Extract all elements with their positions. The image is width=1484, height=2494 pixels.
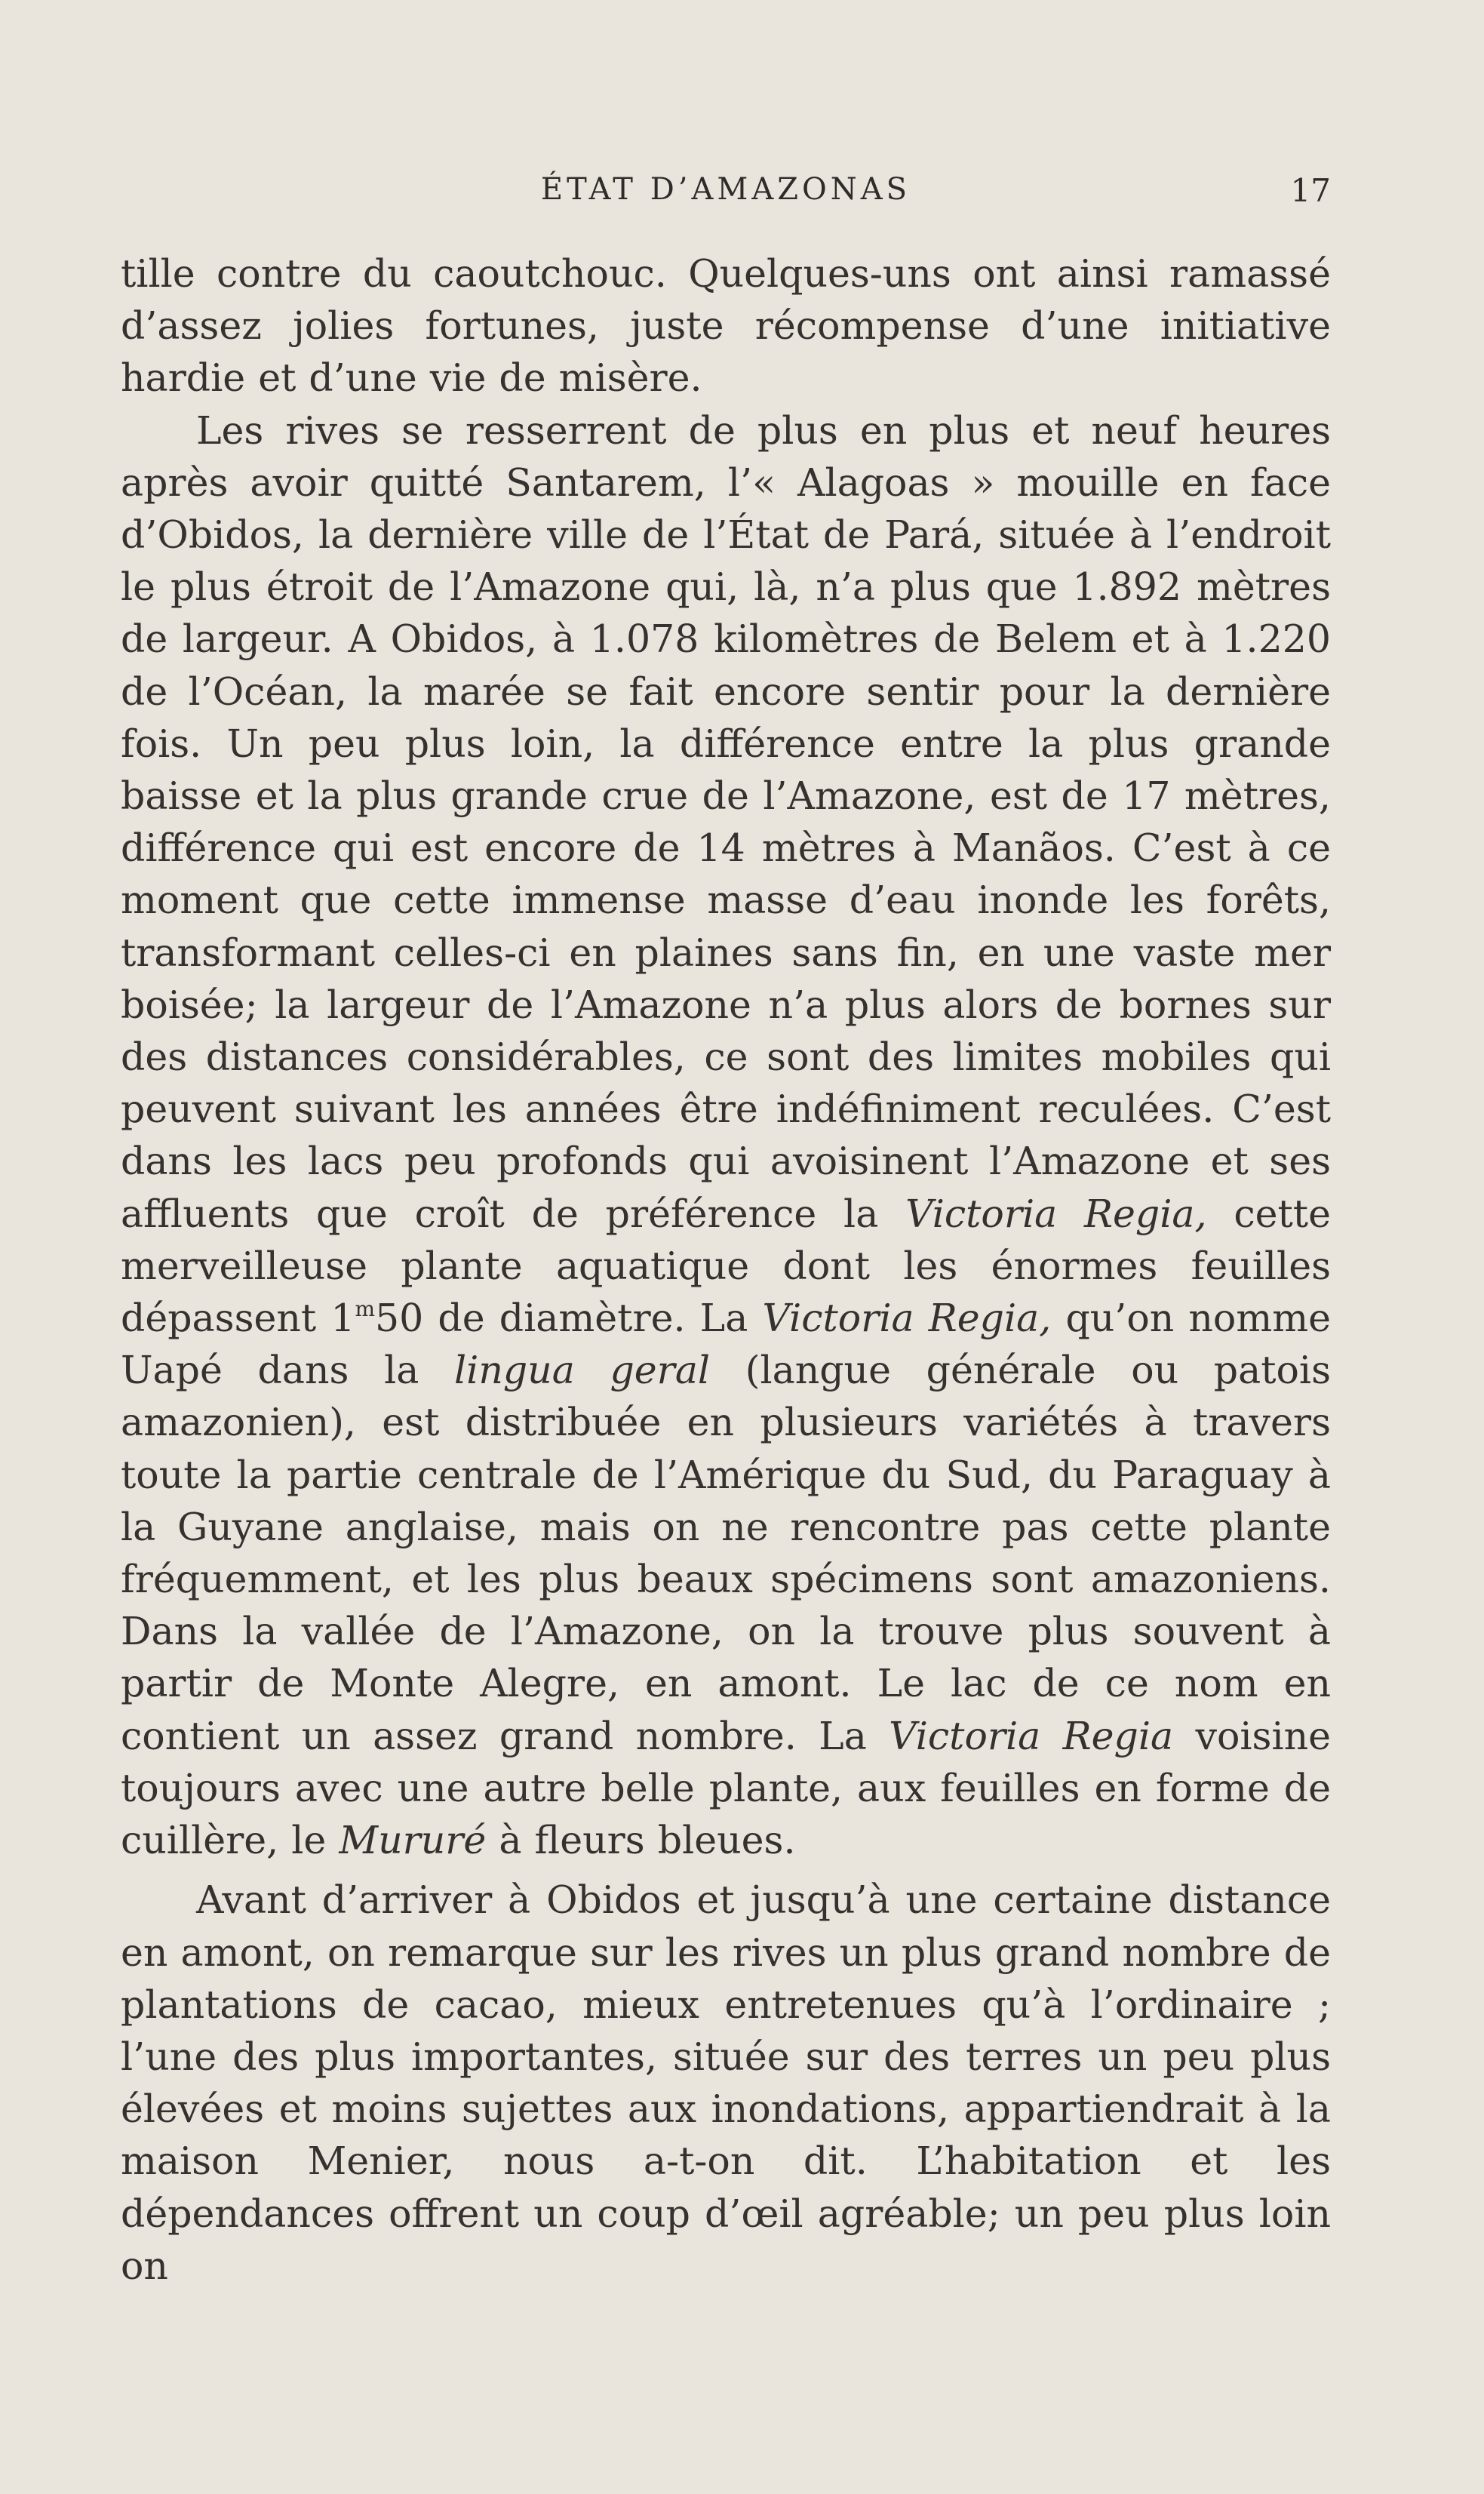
page-number: 17 [1290,172,1331,209]
paragraph-1: tille contre du caoutchouc. Quelques-uns ont ainsi ramassé d’assez jolies fortunes, juste récompense d’une initiative hardie et d’une vie de misère. [121,251,1331,401]
paragraph-2 [121,404,1331,1867]
victoria-regia-term-3: Victoria Regia [889,1713,1174,1758]
paragraph-3: Avant d’arriver à Obidos et jusqu’à une certaine distance en amont, on remarque sur les rives un plus grand nombre de plantations de cacao, mieux entretenues qu’à l’ordinaire ; l’une des plus importantes, située sur des terres un peu plus élevées et moins sujettes aux inondations, appartiendrait à la maison Menier, nous a-t-on dit. L’habitation et les dépendances offrent un coup d’œil agréable; un peu plus loin on [121,1877,1331,2288]
paragraph-2-part-4: qu’on nomme Uapé dans la [121,1296,1331,1393]
paragraph-2-part-6: voisine toujours avec une autre belle plante, aux feuilles en forme de cuillère, le [121,1713,1331,1863]
victoria-regia-term-2: Victoria Regia, [762,1296,1052,1341]
paragraph-2-part-3: 50 de diamètre. La [375,1296,748,1341]
running-title: ÉTAT D’AMAZONAS [540,172,911,207]
victoria-regia-term-1: Victoria Regia, [905,1191,1207,1236]
paragraph-2-part-5: (langue générale ou patois amazonien), est distribuée en plusieurs variétés à travers toute la partie centrale de l’Amérique du Sud, du Paraguay à la Guyane anglaise, mais on ne rencontre pas cette plante fréquemment, et les plus beaux spécimens sont amazoniens. Dans la vallée de l’Amazone, on la trouve plus souvent à partir de Monte Alegre, en amont. Le lac de ce nom en contient un assez grand nombre. La [121,1348,1331,1758]
lingua-geral-term: lingua geral [454,1348,711,1393]
paragraph-2-part-1: Les rives se resserrent de plus en plus et neuf heures après avoir quitté Santarem, l’« Alagoas » mouille en face d’Obidos, la dernière ville de l’État de Pará, située à l’endroit le plus étroit de l’Amazone qui, là, n’a plus que 1.892 mètres de largeur. A Obidos, à 1.078 kilomètres de Belem et à 1.220 de l’Océan, la marée se fait encore sentir pour la dernière fois. Un peu plus loin, la différence entre la plus grande baisse et la plus grande crue de l’Amazone, est de 17 mètres, différence qui est encore de 14 mètres à Manãos. C’est à ce moment que cette immense masse d’eau inonde les forêts, transformant celles-ci en plaines sans fin, en une vaste mer boisée; la largeur de l’Amazone n’a plus alors de bornes sur des distances considérables, ce sont des limites mobiles qui peuvent suivant les années être indéfiniment reculées. C’est dans les lacs peu profonds qui avoisinent l’Amazone et ses affluents que croît de préférence la [121,407,1331,1236]
meter-superscript: m [355,1296,376,1322]
page-header [121,172,1331,225]
paragraph-2-part-2: cette merveilleuse plante aquatique dont les énormes feuilles dépassent 1 [121,1191,1331,1341]
mururé-term: Mururé [339,1818,487,1863]
body-text [121,248,1331,2292]
paragraph-2-part-7: à fleurs bleues. [499,1818,796,1863]
